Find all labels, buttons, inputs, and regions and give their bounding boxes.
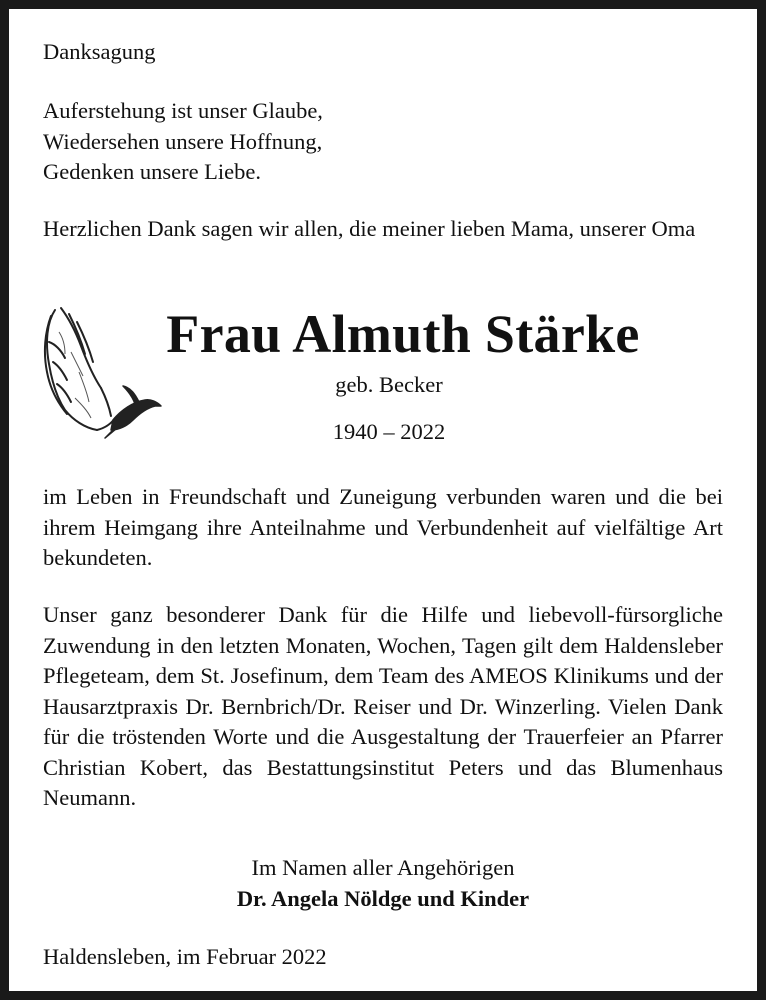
- thanks-paragraph-1: im Leben in Freundschaft und Zuneigung verbunden waren und die bei ihrem Heimgang ihre Anteilnahme und Verbundenheit auf vielfältige Art bekundeten.: [43, 484, 723, 570]
- thanks-paragraph-2: Unser ganz besonderer Dank für die Hilfe und liebevoll-fürsorgliche Zuwendung in den letzten Monaten, Wochen, Tagen gilt dem Haldensleber Pflegeteam, dem St. Josefinum, dem Team des AMEOS Klinikums und der Hausarztpraxis Dr. Bernbrich/Dr. Reiser und Dr. Winzerling. Vielen Dank für die tröstenden Worte und die Ausgestaltung der Trauerfeier an Pfarrer Christian Kobert, das Bestattungsinstitut Peters und das Blumenhaus Neumann.: [43, 602, 723, 810]
- intro-text: Herzlichen Dank sagen wir allen, die meiner lieben Mama, unserer Oma: [43, 216, 696, 241]
- verse-line: Auferstehung ist unser Glaube,: [43, 98, 323, 123]
- notice-heading: Danksagung: [43, 39, 156, 64]
- verse-line: Wiedersehen unsere Hoffnung,: [43, 128, 323, 154]
- birth-name: geb. Becker: [335, 372, 443, 397]
- deceased-name: Frau Almuth Stärke: [166, 304, 640, 364]
- place-date: Haldensleben, im Februar 2022: [43, 944, 327, 969]
- verse: [43, 96, 723, 188]
- life-dates: 1940 – 2022: [332, 419, 446, 444]
- verse-line: Gedenken unsere Liebe.: [43, 159, 262, 184]
- signature-intro: Im Namen aller Angehörigen: [251, 855, 515, 880]
- signature-names: Dr. Angela Nöldge und Kinder: [236, 886, 530, 911]
